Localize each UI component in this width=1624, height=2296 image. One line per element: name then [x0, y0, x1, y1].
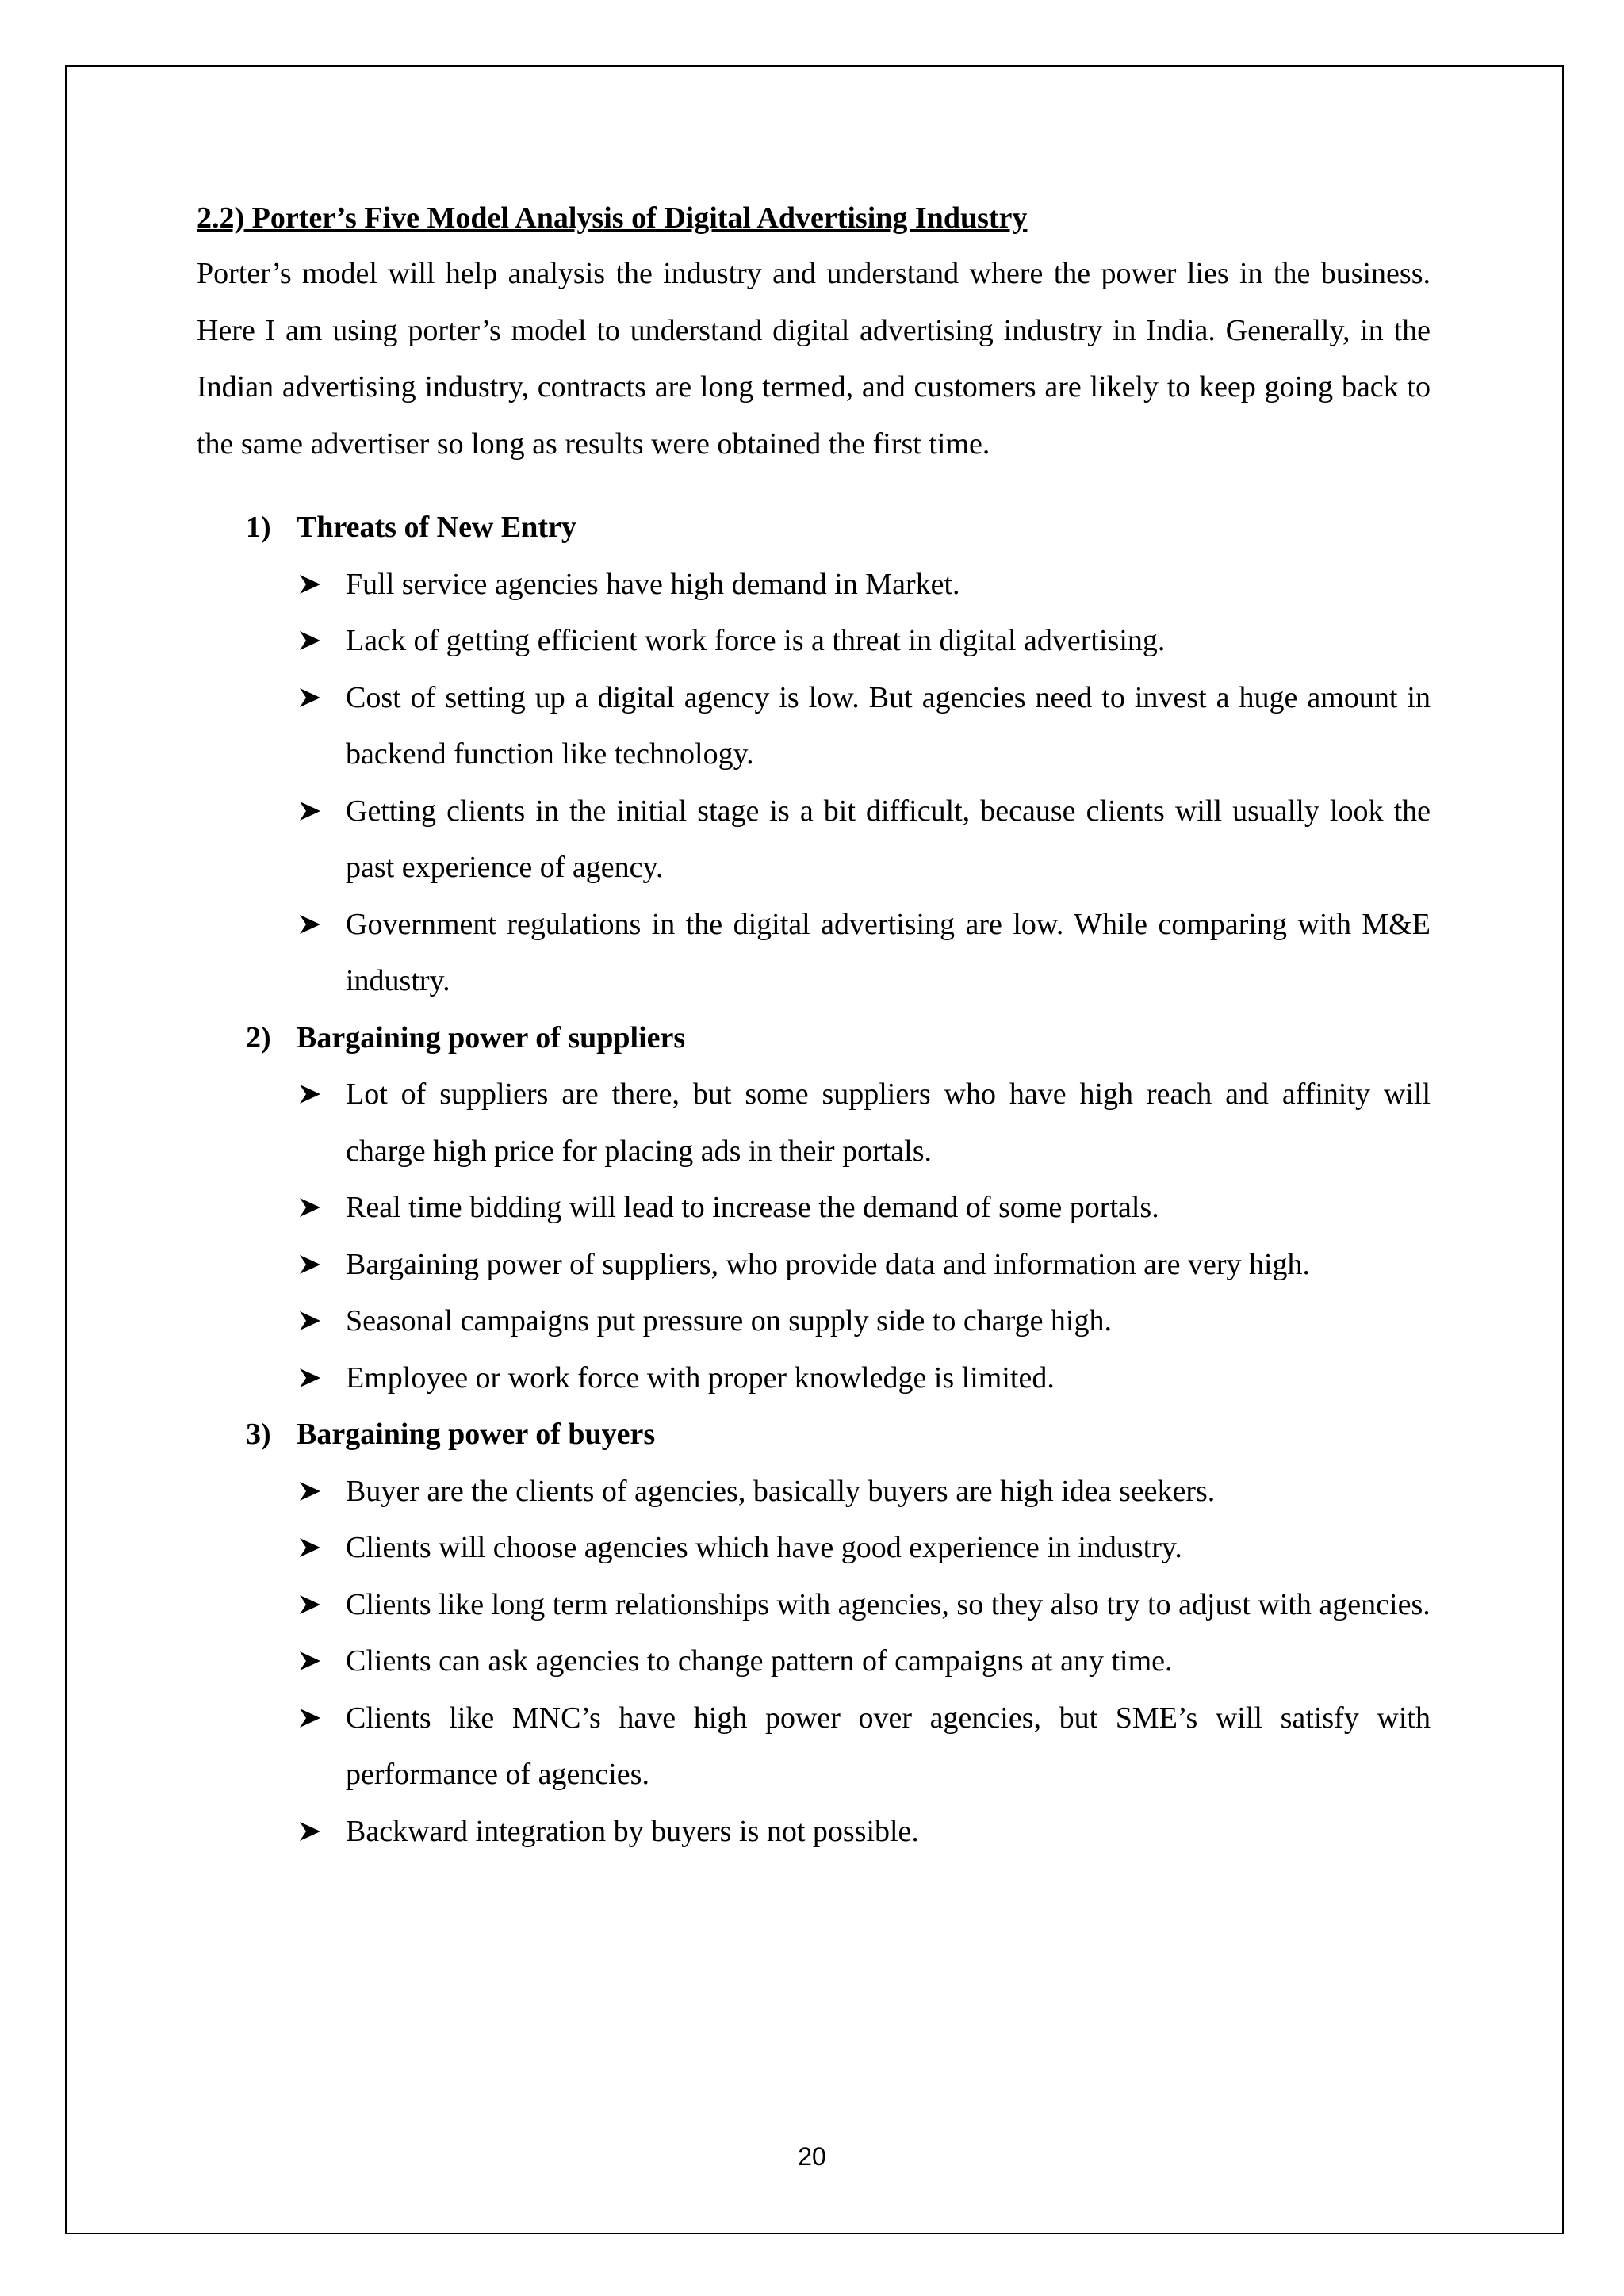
bullet-item — [197, 1293, 1431, 1350]
arrow-bullet-icon — [298, 1708, 322, 1728]
arrow-bullet-icon — [298, 1481, 322, 1502]
bullet-text: Clients like MNC’s have high power over agencies, but SME’s will satisfy with performance of agencies. — [346, 1701, 1431, 1791]
bullet-item — [197, 1804, 1431, 1861]
bullet-text: Employee or work force with proper knowledge is limited. — [346, 1360, 1055, 1395]
bullet-text: Buyer are the clients of agencies, basically buyers are high idea seekers. — [346, 1474, 1216, 1508]
arrow-bullet-icon — [298, 1311, 322, 1331]
force-item — [197, 1010, 1431, 1407]
force-number: 3) — [246, 1418, 271, 1451]
bullet-item — [197, 1633, 1431, 1690]
bullet-text: Cost of setting up a digital agency is low. But agencies need to invest a huge amount in backend function like technology. — [346, 680, 1431, 771]
arrow-bullet-icon — [298, 1254, 322, 1275]
force-heading — [197, 1010, 1431, 1067]
force-number: 1) — [246, 511, 271, 544]
bullet-text: Real time bidding will lead to increase the demand of some portals. — [346, 1191, 1159, 1224]
bullet-item — [197, 1690, 1431, 1804]
force-item — [197, 499, 1431, 1010]
bullet-text: Clients can ask agencies to change pattern of campaigns at any time. — [346, 1644, 1173, 1678]
arrow-bullet-icon — [298, 1084, 322, 1104]
force-title: Threats of New Entry — [297, 511, 576, 544]
page-number: 20 — [798, 2142, 826, 2171]
bullet-item — [197, 613, 1431, 670]
arrow-bullet-icon — [298, 1594, 322, 1615]
arrow-bullet-icon — [298, 1197, 322, 1218]
bullet-text: Lack of getting efficient work force is a threat in digital advertising. — [346, 624, 1166, 657]
document-content — [197, 197, 1431, 1860]
bullet-text: Seasonal campaigns put pressure on supply side to charge high. — [346, 1304, 1112, 1337]
bullet-item — [197, 1577, 1431, 1634]
bullet-item — [197, 897, 1431, 1010]
bullet-item — [197, 1520, 1431, 1577]
arrow-bullet-icon — [298, 801, 322, 821]
bullet-text: Lot of suppliers are there, but some suppliers who have high reach and affinity will charge high price for placing ads in their portals. — [346, 1077, 1431, 1168]
arrow-bullet-icon — [298, 1537, 322, 1558]
bullet-item — [197, 1350, 1431, 1407]
bullet-text: Government regulations in the digital advertising are low. While comparing with M&E industry. — [346, 907, 1431, 997]
bullet-text: Getting clients in the initial stage is a bit difficult, because clients will usually look the past experience of agency. — [346, 794, 1431, 884]
force-heading — [197, 499, 1431, 557]
arrow-bullet-icon — [298, 630, 322, 651]
arrow-bullet-icon — [298, 1821, 322, 1842]
bullet-list — [197, 557, 1431, 1010]
bullet-text: Backward integration by buyers is not possible. — [346, 1814, 919, 1848]
arrow-bullet-icon — [298, 687, 322, 708]
force-title: Bargaining power of buyers — [297, 1418, 656, 1451]
bullet-item — [197, 1464, 1431, 1521]
intro-paragraph: Porter’s model will help analysis the industry and understand where the power lies in the business. Here I am using porter’s model to understand digital advertising industry in India. Generally, in the Indian advertising industry, contracts are long termed, and customers are likely to keep going back to the same advertiser so long as results were obtained the first time. — [197, 257, 1431, 461]
bullet-text: Bargaining power of suppliers, who provide data and information are very high. — [346, 1247, 1311, 1281]
bullet-item — [197, 1237, 1431, 1294]
force-heading — [197, 1406, 1431, 1464]
force-title: Bargaining power of suppliers — [297, 1020, 686, 1054]
bullet-text: Clients like long term relationships with agencies, so they also try to adjust with agencies. — [346, 1587, 1431, 1621]
bullet-list — [197, 1464, 1431, 1861]
bullet-item — [197, 1066, 1431, 1180]
arrow-bullet-icon — [298, 574, 322, 595]
bullet-item — [197, 670, 1431, 783]
force-item — [197, 1406, 1431, 1860]
arrow-bullet-icon — [298, 914, 322, 935]
arrow-bullet-icon — [298, 1368, 322, 1388]
section-heading: 2.2) Porter’s Five Model Analysis of Digital Advertising Industry — [197, 201, 1028, 235]
forces-list — [197, 499, 1431, 1860]
bullet-item — [197, 557, 1431, 614]
bullet-list — [197, 1066, 1431, 1406]
bullet-item — [197, 1180, 1431, 1237]
bullet-item — [197, 783, 1431, 897]
arrow-bullet-icon — [298, 1651, 322, 1671]
force-number: 2) — [246, 1020, 271, 1054]
bullet-text: Full service agencies have high demand in Market. — [346, 567, 960, 601]
bullet-text: Clients will choose agencies which have good experience in industry. — [346, 1531, 1182, 1564]
